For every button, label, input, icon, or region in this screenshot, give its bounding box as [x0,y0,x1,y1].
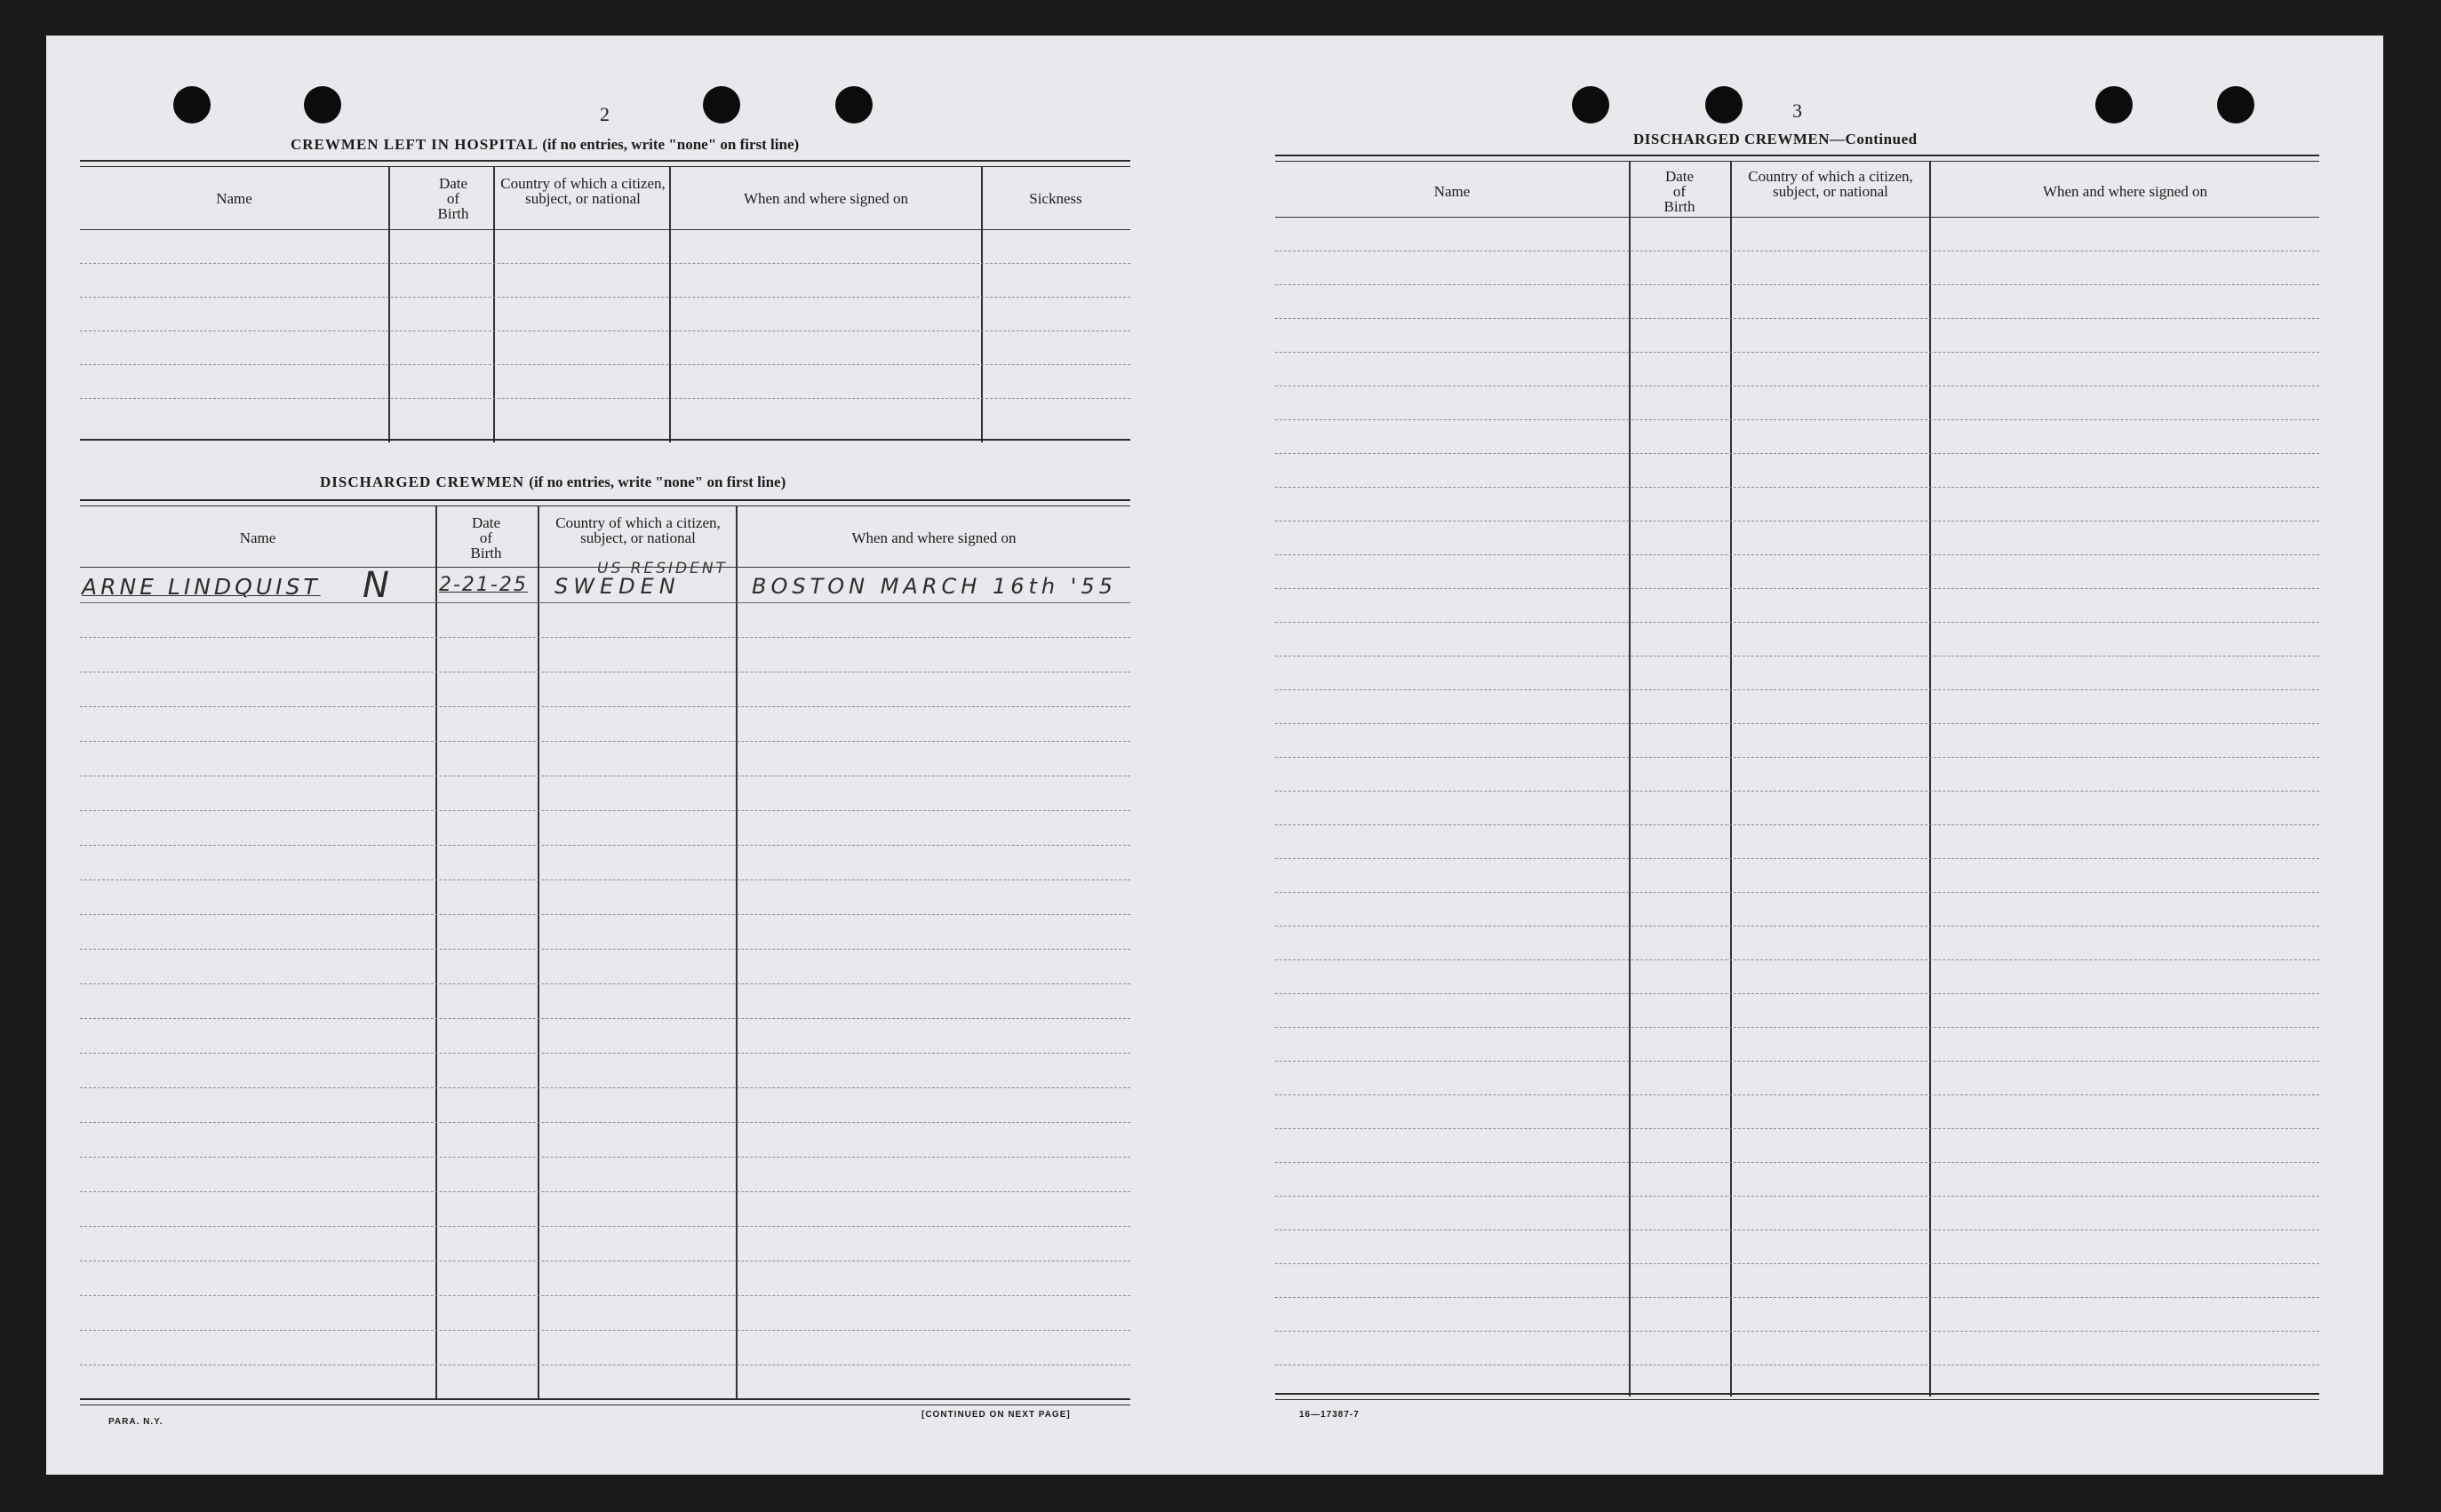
hospital-table [80,167,1130,447]
row-line [1275,1027,2319,1028]
row-line [1275,1061,2319,1062]
row-line [80,1157,1130,1158]
punch-hole-icon [703,86,740,123]
row-line [80,949,1130,950]
column-divider [1629,162,1631,1397]
column-divider [1929,162,1931,1397]
row-line [80,330,1130,331]
row-line [1275,959,2319,960]
entry-country: SWEDEN [554,574,681,599]
discharged-title-text: DISCHARGED CREWMEN [320,473,525,490]
column-header-dob: Date of Birth [437,175,469,222]
entry-country-note: US RESIDENT [597,560,728,577]
row-line [80,983,1130,984]
row-line [1275,1094,2319,1095]
entry-name: ARNE LINDQUIST [82,574,321,600]
row-line [80,1295,1130,1296]
row-line [80,602,1130,603]
row-line [80,879,1130,880]
entry-signed: BOSTON MARCH 16th '55 [752,574,1117,599]
column-divider [981,167,983,442]
footer-form-number: 16—17387-7 [1299,1410,1360,1420]
column-divider [435,506,437,1400]
row-line [1275,723,2319,724]
punch-hole-icon [835,86,873,123]
row-line [1275,689,2319,690]
entry-mark: N [363,565,394,606]
column-divider [669,167,671,442]
punch-hole-icon [2217,86,2254,123]
column-header-signed: When and where signed on [851,529,1017,546]
table-bottom-rule [80,1398,1130,1405]
row-line [1275,284,2319,285]
column-header-name: Name [216,190,252,207]
table-bottom-rule [1275,1393,2319,1400]
discharged-continued-table [1275,162,2319,1432]
column-divider [388,167,390,442]
punch-hole-icon [2095,86,2133,123]
row-line [1275,1128,2319,1129]
row-line [80,1226,1130,1227]
row-line [80,364,1130,365]
discharged-top-rule [80,499,1130,506]
column-divider [1730,162,1732,1397]
row-line [1275,352,2319,353]
row-line [1275,1263,2319,1264]
row-line [80,263,1130,264]
row-line [1275,656,2319,657]
column-divider [538,506,539,1400]
row-line [1275,1162,2319,1163]
header-divider [1275,217,2319,218]
row-line [80,1018,1130,1019]
row-line [1275,926,2319,927]
table-bottom-rule [80,439,1130,441]
row-line [80,1087,1130,1088]
row-line [80,845,1130,846]
column-divider [736,506,738,1400]
hospital-section-title [291,136,799,154]
row-line [80,1122,1130,1123]
column-header-dob: Date of Birth [1663,168,1695,215]
row-line [1275,892,2319,893]
row-line [1275,622,2319,623]
row-line [1275,858,2319,859]
row-line [1275,554,2319,555]
row-line [1275,588,2319,589]
column-header-signed: When and where signed on [2042,183,2208,200]
column-header-country: Country of which a citizen, subject, or national [1748,168,1913,200]
discharged-section-title [320,473,786,491]
punch-hole-icon [304,86,341,123]
row-line [80,810,1130,811]
column-header-signed: When and where signed on [743,190,909,207]
column-header-sickness: Sickness [1029,190,1082,207]
punch-hole-icon [1572,86,1609,123]
row-line [1275,791,2319,792]
punch-hole-icon [1705,86,1743,123]
row-line [1275,487,2319,488]
row-line [1275,318,2319,319]
column-header-country: Country of which a citizen, subject, or national [555,514,721,546]
page-number-right: 3 [1792,99,1802,122]
document-sheet [46,36,2383,1475]
hospital-title-note: (if no entries, write "none" on first line) [542,136,800,153]
row-line [1275,1331,2319,1332]
row-line [1275,453,2319,454]
footer-continued: [CONTINUED ON NEXT PAGE] [921,1410,1071,1420]
column-header-country: Country of which a citizen, subject, or national [500,175,666,207]
row-line [80,706,1130,707]
hospital-title-text: CREWMEN LEFT IN HOSPITAL [291,136,538,153]
discharged-title-note: (if no entries, write "none" on first line) [529,473,786,490]
row-line [1275,993,2319,994]
row-line [80,1053,1130,1054]
row-line [1275,1196,2319,1197]
footer-printer: PARA. N.Y. [108,1417,164,1427]
row-line [80,914,1130,915]
row-line [1275,757,2319,758]
row-line [80,297,1130,298]
right-top-rule [1275,155,2319,162]
column-header-name: Name [239,529,276,546]
column-header-name: Name [1433,183,1471,200]
page-number-left: 2 [600,103,610,125]
header-divider [80,229,1130,230]
entry-dob: 2-21-25 [439,574,528,596]
row-line [80,637,1130,638]
row-line [80,1191,1130,1192]
row-line [80,741,1130,742]
column-divider [493,167,495,442]
row-line [1275,419,2319,420]
column-header-dob: Date of Birth [470,514,502,561]
row-line [80,1330,1130,1331]
row-line [1275,1229,2319,1230]
row-line [80,398,1130,399]
hospital-top-rule [80,160,1130,167]
row-line [1275,824,2319,825]
discharged-continued-title: DISCHARGED CREWMEN—Continued [1633,131,1918,147]
row-line [1275,1297,2319,1298]
punch-hole-icon [173,86,211,123]
discharged-table [80,506,1130,1413]
